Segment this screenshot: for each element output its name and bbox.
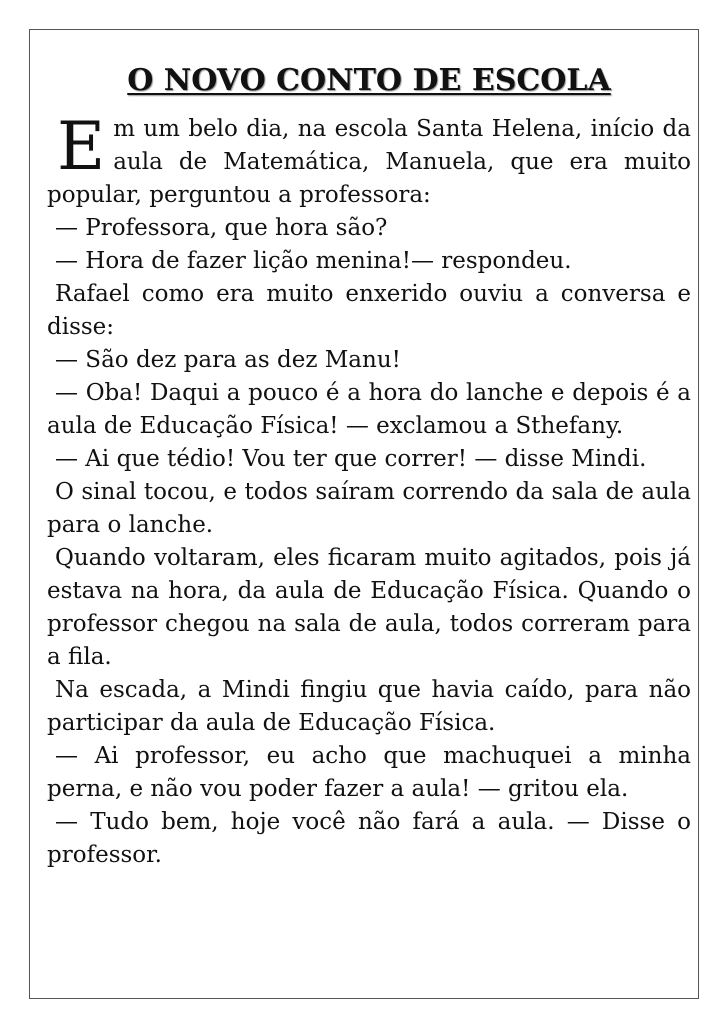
paragraph-1: — Professora, que hora são? [55, 215, 388, 241]
paragraph-6: — Ai que tédio! Vou ter que correr! — disse Mindi. [55, 446, 647, 472]
paragraph-11: — Tudo bem, hoje você não fará a aula. — Disse o professor. [47, 809, 691, 868]
paragraph-7: O sinal tocou, e todos saíram correndo da sala de aula para o lanche. [47, 479, 691, 538]
page-frame [29, 29, 699, 999]
paragraph-9: Na escada, a Mindi fingiu que havia caído, para não participar da aula de Educação Física. [47, 677, 691, 736]
paragraph-2: — Hora de fazer lição menina!— respondeu. [55, 248, 572, 274]
paragraph-10: — Ai professor, eu acho que machuquei a minha perna, e não vou poder fazer a aula! — gritou ela. [47, 743, 691, 802]
paragraph-4: — São dez para as dez Manu! [55, 347, 401, 373]
story-body [47, 63, 691, 872]
opening-paragraph [47, 108, 691, 212]
paragraph-3: Rafael como era muito enxerido ouviu a conversa e disse: [47, 281, 691, 340]
story-title: O NOVO CONTO DE ESCOLA [127, 63, 611, 98]
opening-paragraph-text: m um belo dia, na escola Santa Helena, início da aula de Matemática, Manuela, que era muito popular, perguntou a professora: [47, 116, 691, 208]
paragraph-5: — Oba! Daqui a pouco é a hora do lanche e depois é a aula de Educação Física! — exclamou a Sthefany. [47, 380, 691, 439]
drop-cap: E [57, 108, 106, 185]
paragraph-8: Quando voltaram, eles ficaram muito agitados, pois já estava na hora, da aula de Educação Física. Quando o professor chegou na sala de aula, todos correram para a fila. [47, 545, 691, 670]
